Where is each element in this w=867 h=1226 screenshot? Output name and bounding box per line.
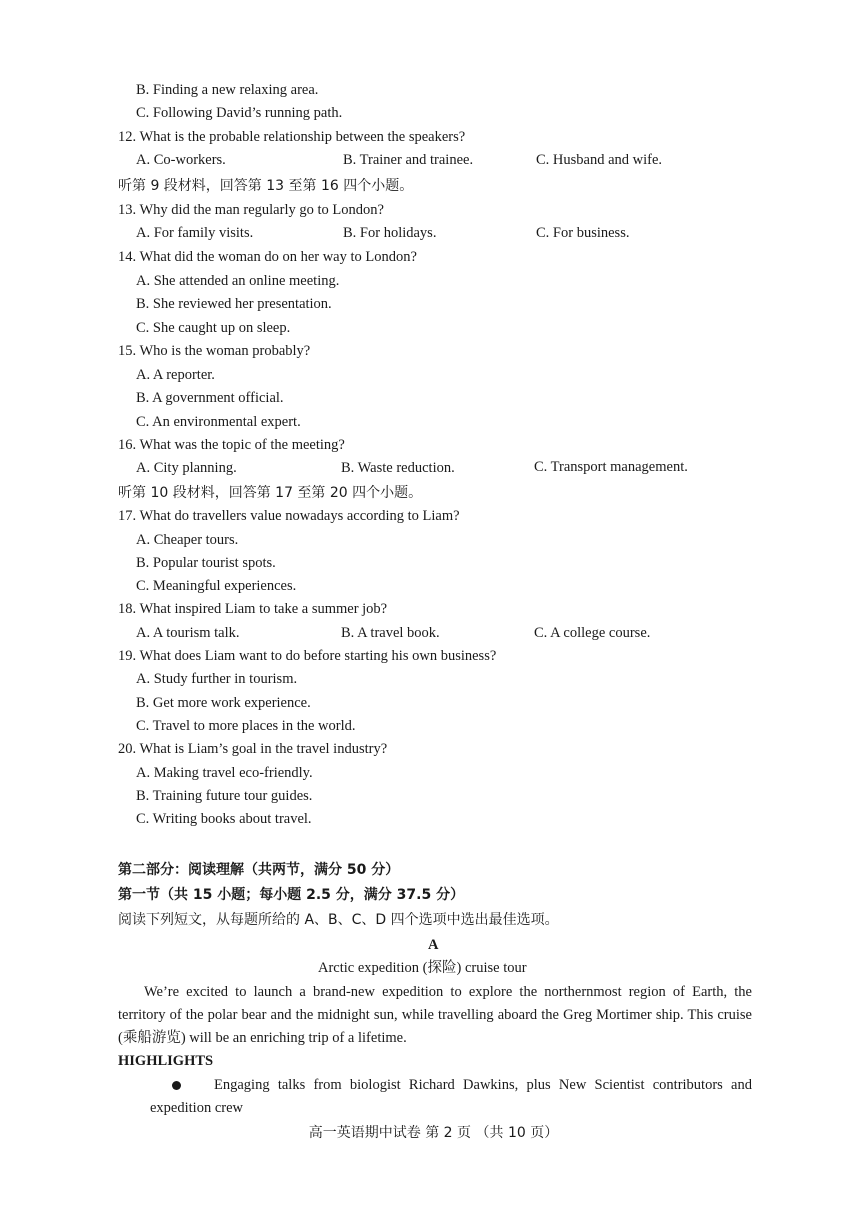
q13-stem: 13. Why did the man regularly go to London?	[118, 202, 384, 218]
q12-option-c: C. Husband and wife.	[536, 152, 663, 168]
q12-option-a: A. Co-workers.	[136, 152, 226, 168]
q19-option-b: B. Get more work experience.	[136, 695, 311, 711]
q20-stem: 20. What is Liam’s goal in the travel industry?	[118, 741, 388, 757]
q14-option-a: A. She attended an online meeting.	[136, 273, 340, 289]
q20-option-c: C. Writing books about travel.	[136, 811, 312, 827]
q16-stem: 16. What was the topic of the meeting?	[118, 437, 345, 453]
highlights-heading: HIGHLIGHTS	[118, 1053, 214, 1069]
q20-option-b: B. Training future tour guides.	[136, 788, 313, 804]
q16-option-c: C. Transport management.	[534, 459, 688, 475]
q17-option-c: C. Meaningful experiences.	[136, 578, 297, 594]
section-9-instruction: 听第 9 段材料，回答第 13 至第 16 四个小题。	[118, 178, 414, 194]
q12-stem: 12. What is the probable relationship between the speakers?	[118, 129, 466, 145]
q15-stem: 15. Who is the woman probably?	[118, 343, 311, 359]
highlight-item-1: Engaging talks from biologist Richard Dawkins, plus New Scientist contributors and expedition crew	[150, 1077, 752, 1116]
passage-letter: A	[428, 937, 439, 953]
q18-stem: 18. What inspired Liam to take a summer job?	[118, 601, 388, 617]
q17-stem: 17. What do travellers value nowadays according to Liam?	[118, 508, 460, 524]
q14-option-c: C. She caught up on sleep.	[136, 320, 291, 336]
q11-option-c: C. Following David’s running path.	[136, 105, 343, 121]
q16-option-b: B. Waste reduction.	[341, 460, 455, 476]
q15-option-a: A. A reporter.	[136, 367, 215, 383]
q12-option-b: B. Trainer and trainee.	[343, 152, 474, 168]
q11-option-b: B. Finding a new relaxing area.	[136, 82, 319, 98]
passage-title: Arctic expedition (探险) cruise tour	[318, 960, 527, 976]
q20-option-a: A. Making travel eco-friendly.	[136, 765, 313, 781]
q19-option-c: C. Travel to more places in the world.	[136, 718, 356, 734]
passage-paragraph: We’re excited to launch a brand-new expedition to explore the northernmost region of Earth, the territory of the polar bear and the midnight sun, while travelling aboard the Greg Mortimer ship. This cruise (乘船游览) will be an enriching trip of a lifetime.	[118, 984, 752, 1046]
reading-instruction: 阅读下列短文，从每题所给的 A、B、C、D 四个选项中选出最佳选项。	[118, 912, 559, 928]
q13-option-b: B. For holidays.	[343, 225, 437, 241]
reading-part-title: 第二部分：阅读理解（共两节，满分 50 分）	[118, 862, 400, 878]
q14-stem: 14. What did the woman do on her way to London?	[118, 249, 417, 265]
q18-option-b: B. A travel book.	[341, 625, 440, 641]
q19-option-a: A. Study further in tourism.	[136, 671, 298, 687]
q15-option-b: B. A government official.	[136, 390, 284, 406]
q18-option-a: A. A tourism talk.	[136, 625, 240, 641]
section-10-instruction: 听第 10 段材料，回答第 17 至第 20 四个小题。	[118, 485, 423, 501]
q13-option-c: C. For business.	[536, 225, 630, 241]
q15-option-c: C. An environmental expert.	[136, 414, 301, 430]
q13-option-a: A. For family visits.	[136, 225, 254, 241]
page-footer: 高一英语期中试卷 第 2 页 （共 10 页）	[308, 1125, 559, 1141]
q14-option-b: B. She reviewed her presentation.	[136, 296, 332, 312]
q17-option-a: A. Cheaper tours.	[136, 532, 239, 548]
q16-option-a: A. City planning.	[136, 460, 237, 476]
q19-stem: 19. What does Liam want to do before starting his own business?	[118, 648, 497, 664]
q18-option-c: C. A college course.	[534, 625, 651, 641]
reading-section-title: 第一节（共 15 小题；每小题 2.5 分，满分 37.5 分）	[118, 887, 465, 903]
q17-option-b: B. Popular tourist spots.	[136, 555, 276, 571]
